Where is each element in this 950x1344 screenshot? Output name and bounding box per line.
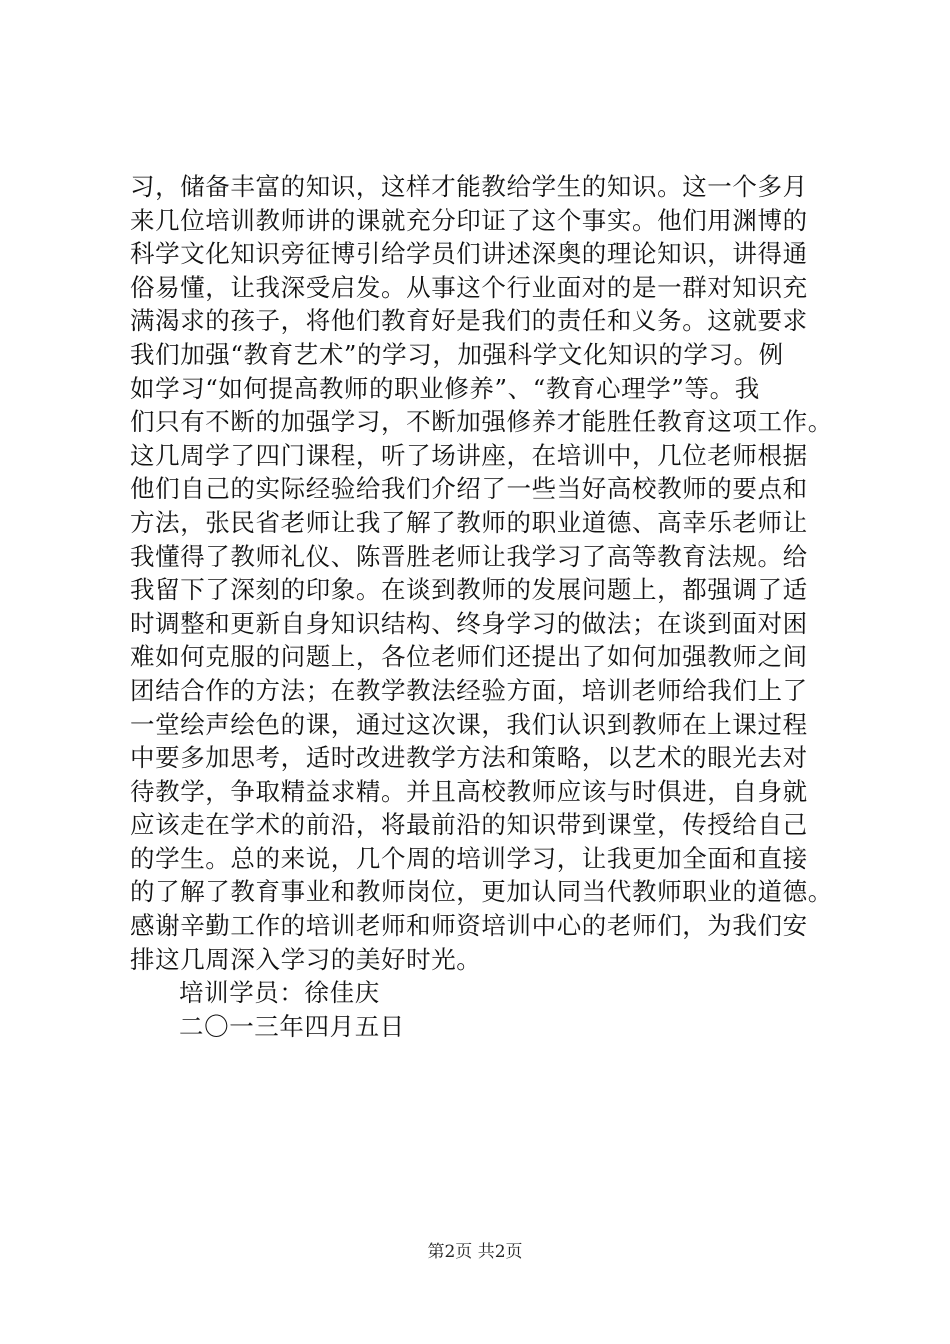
signature-line: 培训学员：徐佳庆 bbox=[179, 978, 380, 1008]
body-line: 一堂绘声绘色的课，通过这次课，我们认识到教师在上课过程 bbox=[130, 709, 808, 739]
body-line: 感谢辛勤工作的培训老师和师资培训中心的老师们，为我们安 bbox=[130, 911, 808, 941]
body-line: 方法，张民省老师让我了解了教师的职业道德、高幸乐老师让 bbox=[130, 507, 808, 537]
body-line: 的学生。总的来说，几个周的培训学习，让我更加全面和直接 bbox=[130, 843, 808, 873]
body-text bbox=[130, 170, 850, 1043]
body-line: 他们自己的实际经验给我们介绍了一些当好高校教师的要点和 bbox=[130, 474, 808, 504]
body-line: 们只有不断的加强学习，不断加强修养才能胜任教育这项工作。 bbox=[130, 407, 833, 437]
body-line: 俗易懂，让我深受启发。从事这个行业面对的是一群对知识充 bbox=[130, 272, 808, 302]
page-footer bbox=[0, 1242, 950, 1262]
body-line: 科学文化知识旁征博引给学员们讲述深奥的理论知识，讲得通 bbox=[130, 239, 808, 269]
body-line: 如学习“如何提高教师的职业修养”、“教育心理学”等。我 bbox=[130, 373, 760, 403]
body-line: 来几位培训教师讲的课就充分印证了这个事实。他们用渊博的 bbox=[130, 205, 808, 235]
body-line: 难如何克服的问题上，各位老师们还提出了如何加强教师之间 bbox=[130, 642, 808, 672]
body-line: 团结合作的方法；在教学教法经验方面，培训老师给我们上了 bbox=[130, 675, 808, 705]
body-line: 我留下了深刻的印象。在谈到教师的发展问题上，都强调了适 bbox=[130, 575, 808, 605]
body-line: 这几周学了四门课程，听了场讲座，在培训中，几位老师根据 bbox=[130, 440, 808, 470]
body-line: 待教学，争取精益求精。并且高校教师应该与时俱进，自身就 bbox=[130, 776, 808, 806]
body-line: 我懂得了教师礼仪、陈晋胜老师让我学习了高等教育法规。给 bbox=[130, 541, 808, 571]
body-line: 时调整和更新自身知识结构、终身学习的做法；在谈到面对困 bbox=[130, 608, 808, 638]
body-line: 满渴求的孩子，将他们教育好是我们的责任和义务。这就要求 bbox=[130, 306, 808, 336]
date-line: 二〇一三年四月五日 bbox=[179, 1011, 405, 1041]
body-line: 应该走在学术的前沿，将最前沿的知识带到课堂，传授给自己 bbox=[130, 810, 808, 840]
body-line: 习，储备丰富的知识，这样才能教给学生的知识。这一个多月 bbox=[130, 172, 808, 201]
body-line: 的了解了教育事业和教师岗位，更加认同当代教师职业的道德。 bbox=[130, 877, 833, 907]
body-line: 我们加强“教育艺术”的学习，加强科学文化知识的学习。例 bbox=[130, 339, 784, 369]
body-line: 中要多加思考，适时改进教学方法和策略，以艺术的眼光去对 bbox=[130, 743, 808, 773]
body-line: 排这几周深入学习的美好时光。 bbox=[130, 944, 482, 974]
page-indicator: 第2页 共2页 bbox=[427, 1242, 523, 1262]
